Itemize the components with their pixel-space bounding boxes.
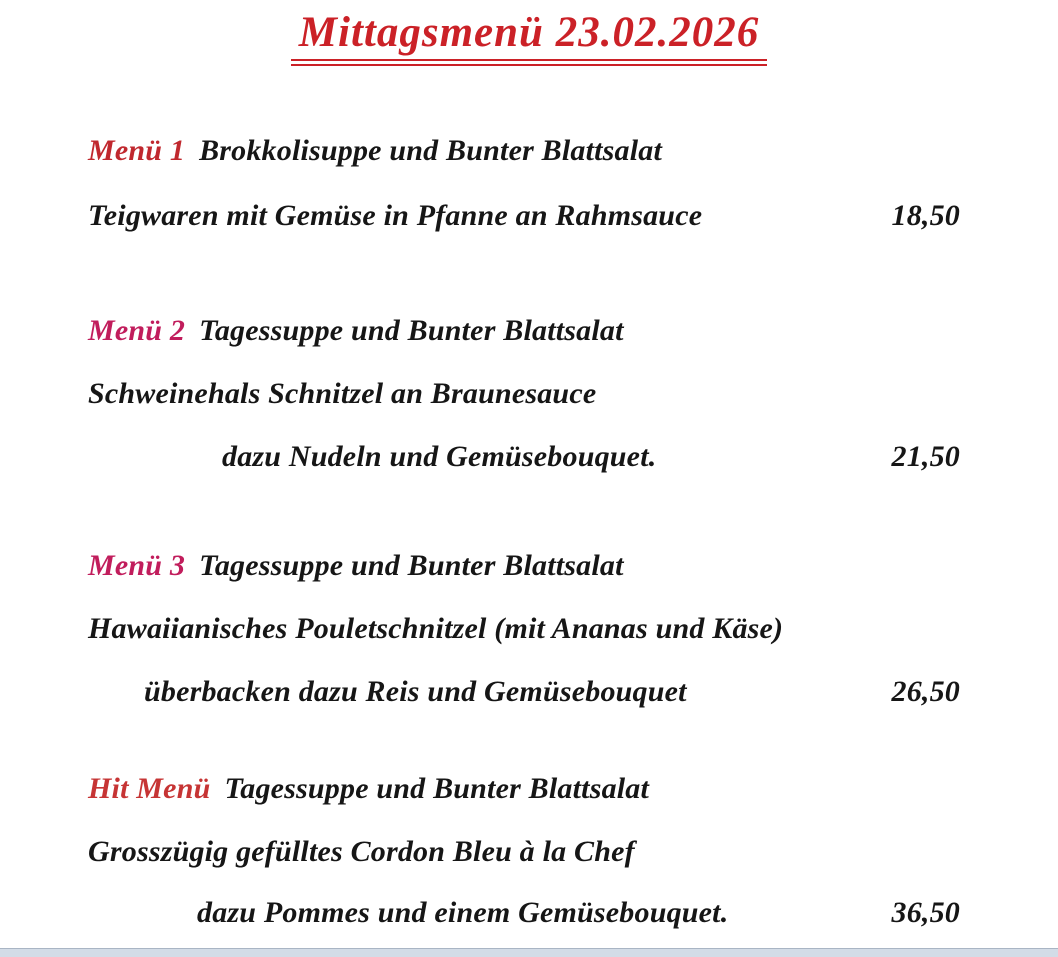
dish-price: 36,50 xyxy=(891,896,960,929)
dish-text: Hawaiianisches Pouletschnitzel (mit Ananas und Käse) xyxy=(88,612,784,645)
dish-text: dazu Nudeln und Gemüsebouquet. xyxy=(222,440,657,473)
hit-menu-header xyxy=(88,772,960,806)
dish-price: 26,50 xyxy=(891,675,960,708)
menu-1-header-text: Brokkolisuppe und Bunter Blattsalat xyxy=(199,134,663,167)
dish-price: 18,50 xyxy=(891,199,960,232)
menu-2-side-line xyxy=(222,440,960,474)
menu-3-label: Menü 3 xyxy=(88,549,186,582)
hit-menu-dish-line xyxy=(88,835,960,869)
menu-3-dish-line xyxy=(88,612,960,646)
hit-menu-label: Hit Menü xyxy=(88,772,211,805)
menu-2-header xyxy=(88,314,960,348)
dish-text: Schweinehals Schnitzel an Braunesauce xyxy=(88,377,597,410)
dish-text: dazu Pommes und einem Gemüsebouquet. xyxy=(197,896,729,929)
dish-text: überbacken dazu Reis und Gemüsebouquet xyxy=(144,675,687,708)
page-bottom-edge xyxy=(0,948,1058,957)
hit-menu-header-text: Tagessuppe und Bunter Blattsalat xyxy=(224,772,650,805)
menu-2-header-text: Tagessuppe und Bunter Blattsalat xyxy=(199,314,624,347)
dish-text: Grosszügig gefülltes Cordon Bleu à la Chef xyxy=(88,835,635,868)
menu-2-dish-line xyxy=(88,377,960,411)
menu-1-dish-line xyxy=(88,199,960,233)
dish-price: 21,50 xyxy=(891,440,960,473)
menu-2-label: Menü 2 xyxy=(88,314,186,347)
menu-1-label: Menü 1 xyxy=(88,134,186,167)
page-title-row xyxy=(0,8,1058,66)
dish-text: Teigwaren mit Gemüse in Pfanne an Rahmsauce xyxy=(88,199,703,232)
menu-1-header xyxy=(88,134,960,168)
menu-3-side-line xyxy=(144,675,960,709)
hit-menu-side-line xyxy=(197,896,960,930)
menu-3-header xyxy=(88,549,960,583)
menu-3-header-text: Tagessuppe und Bunter Blattsalat xyxy=(199,549,624,582)
page-title: Mittagsmenü 23.02.2026 xyxy=(291,8,767,66)
